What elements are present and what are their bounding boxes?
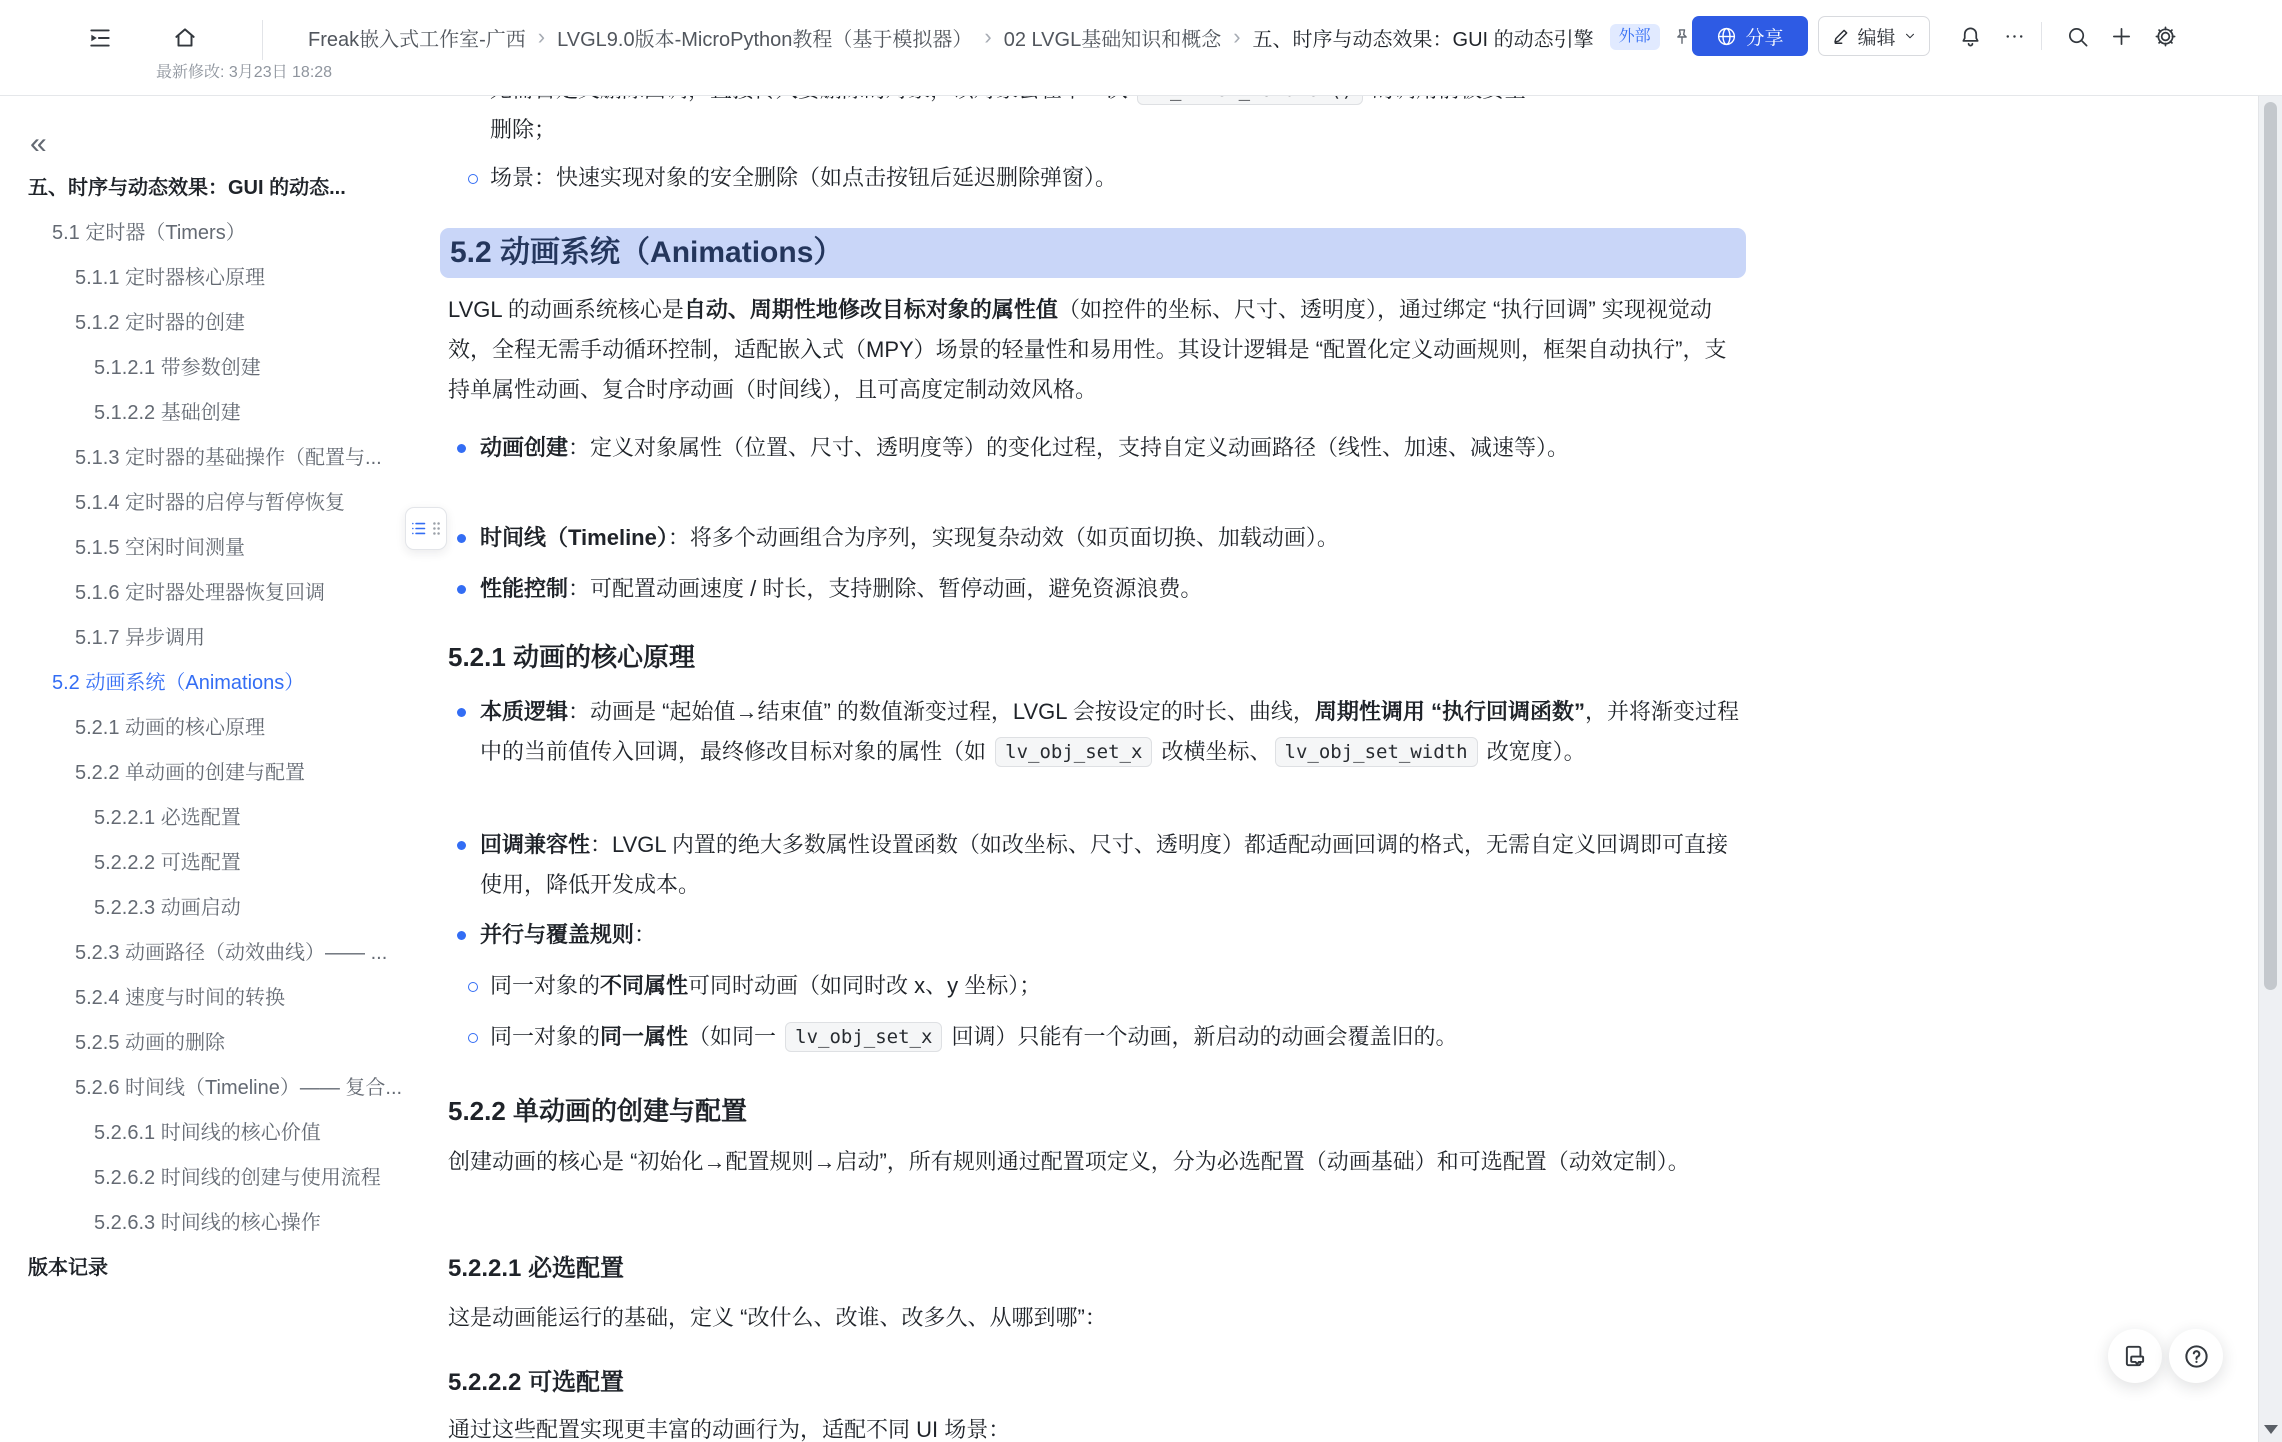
breadcrumb-separator-icon: › xyxy=(1233,24,1241,49)
toggle-sidebar-button[interactable] xyxy=(80,18,120,58)
toc-item[interactable]: 五、时序与动态效果：GUI 的动态... xyxy=(28,177,346,199)
toc-item[interactable]: 5.2.6.3 时间线的核心操作 xyxy=(94,1212,321,1234)
text-segment: 改横坐标、 xyxy=(1155,739,1272,764)
drag-handle-icon xyxy=(431,521,442,536)
toc-item[interactable]: 5.2.4 速度与时间的转换 xyxy=(75,987,286,1009)
plus-icon xyxy=(2110,25,2133,48)
text-segment: ：LVGL 内置的绝大多数属性设置函数（如改坐标、尺寸、透明度）都适配动画回调的格式，无需自定义回调即可直接使用，降低开发成本。 xyxy=(480,832,1728,897)
text-segment: 可同时动画（如同时改 x、y 坐标）； xyxy=(688,973,1042,998)
toc-item[interactable]: 5.1.2 定时器的创建 xyxy=(75,312,246,334)
text-segment: 回调兼容性 xyxy=(480,832,591,857)
text-segment: 并行与覆盖规则 xyxy=(480,922,635,947)
edit-label: 编辑 xyxy=(1857,27,1896,49)
share-button[interactable] xyxy=(1692,16,1808,56)
toc-item[interactable]: 5.2.2.3 动画启动 xyxy=(94,897,241,919)
text-segment: ：将多个动画组合为序列，实现复杂动效（如页面切换、加载动画）。 xyxy=(667,525,1339,550)
help-button[interactable] xyxy=(2169,1329,2223,1383)
doc-heading-3: 5.2.1 动画的核心原理 xyxy=(448,642,696,672)
bullet-list-icon xyxy=(410,520,427,537)
text-segment: 时间线（Timeline） xyxy=(480,525,668,550)
doc-comment-icon xyxy=(2122,1343,2148,1369)
toc-item[interactable]: 5.2.3 动画路径（动效曲线）—— ... xyxy=(75,942,388,964)
doc-heading-3: 5.2.2 单动画的创建与配置 xyxy=(448,1096,748,1126)
doc-bullet xyxy=(448,569,1746,609)
document-body xyxy=(448,0,1746,1442)
pin-icon xyxy=(1672,27,1692,47)
text-segment: 周期性调用 “执行回调函数” xyxy=(1314,699,1585,724)
text-segment: 动画创建 xyxy=(480,435,569,460)
toc-item[interactable]: 5.2.2.2 可选配置 xyxy=(94,852,241,874)
doc-heading-2: 5.2 动画系统（Animations） xyxy=(440,228,1746,278)
home-icon xyxy=(172,25,198,51)
toc-item[interactable]: 5.2.1 动画的核心原理 xyxy=(75,717,266,739)
toc-item[interactable]: 5.1.2.1 带参数创建 xyxy=(94,357,261,379)
toc-item[interactable]: 版本记录 xyxy=(28,1257,108,1279)
bell-icon xyxy=(1959,25,1982,48)
toc-item[interactable]: 5.2.6.2 时间线的创建与使用流程 xyxy=(94,1167,381,1189)
toc-item[interactable]: 5.1.1 定时器核心原理 xyxy=(75,267,266,289)
topbar-actions xyxy=(1692,16,2183,56)
gear-icon xyxy=(2154,25,2177,48)
toc-item[interactable]: 5.1 定时器（Timers） xyxy=(52,222,246,244)
toc-item[interactable]: 5.1.6 定时器处理器恢复回调 xyxy=(75,582,326,604)
text-segment: 创建动画的核心是 “初始化→配置规则→启动”，所有规则通过配置项定义，分为必选配置（动画基础）和可选配置（动效定制）。 xyxy=(448,1149,1690,1174)
collapse-sidebar-button[interactable] xyxy=(30,126,66,162)
top-bar xyxy=(0,0,2282,96)
comments-panel-button[interactable] xyxy=(2108,1329,2162,1383)
text-segment: 本质逻辑 xyxy=(480,699,569,724)
search-icon xyxy=(2066,25,2089,48)
breadcrumb-item[interactable]: Freak嵌入式工作室-广西 xyxy=(308,28,526,51)
chevron-down-icon xyxy=(1903,29,1917,43)
toc-list xyxy=(0,163,440,1288)
text-segment: 场景：快速实现对象的安全删除（如点击按钮后延迟删除弹窗）。 xyxy=(490,165,1118,190)
doc-heading-4: 5.2.2.2 可选配置 xyxy=(448,1369,625,1396)
text-segment: 这是动画能运行的基础，定义 “改什么、改谁、改多久、从哪到哪”： xyxy=(448,1305,1107,1330)
text-segment: 不同属性 xyxy=(600,973,689,998)
breadcrumb-separator-icon: › xyxy=(537,24,546,49)
doc-paragraph xyxy=(448,1298,1746,1338)
doc-bullet xyxy=(448,428,1746,468)
toc-item[interactable]: 5.1.5 空闲时间测量 xyxy=(75,537,246,559)
text-segment: ：可配置动画速度 / 时长，支持删除、暂停动画，避免资源浪费。 xyxy=(568,576,1203,601)
text-segment: ：动画是 “起始值→结束值” 的数值渐变过程，LVGL 会按设定的时长、曲线， xyxy=(568,699,1315,724)
share-label: 分享 xyxy=(1745,27,1784,49)
doc-paragraph xyxy=(448,1142,1746,1182)
toc-item[interactable]: 5.1.4 定时器的启停与暂停恢复 xyxy=(75,492,346,514)
topbar-divider xyxy=(262,20,263,60)
block-handle[interactable] xyxy=(405,507,447,550)
doc-sub-bullet xyxy=(448,158,1746,198)
last-modified-text: 最新修改: 3月23日 18:28 xyxy=(156,64,333,81)
breadcrumb xyxy=(308,16,1692,58)
text-segment: ，并将渐变过程中的当前值传入回调，最终修改目标对象的属性（如 xyxy=(480,699,1739,764)
toc-item[interactable]: 5.1.7 异步调用 xyxy=(75,627,206,649)
search-button[interactable] xyxy=(2059,18,2095,54)
scrollbar-thumb[interactable] xyxy=(2264,102,2277,990)
external-badge: 外部 xyxy=(1610,24,1660,50)
text-segment: 同一属性 xyxy=(600,1024,689,1049)
toc-item[interactable]: 5.2 动画系统（Animations） xyxy=(52,672,305,694)
doc-bullet xyxy=(448,692,1746,772)
toc-item[interactable]: 5.2.2 单动画的创建与配置 xyxy=(75,762,306,784)
sidebar-toggle-icon xyxy=(87,25,113,51)
notifications-button[interactable] xyxy=(1952,18,1988,54)
text-segment: 自动、周期性地修改目标对象的属性值 xyxy=(683,297,1058,322)
text-segment: ： xyxy=(634,922,657,947)
text-segment: 回调）只能有一个动画，新启动的动画会覆盖旧的。 xyxy=(945,1024,1458,1049)
text-segment: 通过这些配置实现更丰富的动画行为，适配不同 UI 场景： xyxy=(448,1417,1011,1442)
collapse-icon: « xyxy=(30,127,47,160)
breadcrumb-item[interactable]: 五、时序与动态效果：GUI 的动态引擎 xyxy=(1252,28,1594,51)
globe-icon xyxy=(1716,26,1737,47)
text-line xyxy=(490,110,1746,150)
inline-code: lv_obj_set_x xyxy=(785,1022,942,1052)
inline-code: lv_obj_set_width xyxy=(1275,737,1478,767)
toc-sidebar xyxy=(0,96,440,1442)
ellipsis-icon xyxy=(2003,25,2026,48)
toc-item[interactable]: 5.1.2.2 基础创建 xyxy=(94,402,241,424)
doc-paragraph xyxy=(448,290,1746,410)
pencil-icon xyxy=(1831,27,1850,46)
pin-button[interactable] xyxy=(1672,27,1692,47)
toc-item[interactable]: 5.2.6.1 时间线的核心价值 xyxy=(94,1122,321,1144)
text-segment: 改宽度）。 xyxy=(1480,739,1586,764)
toc-item[interactable]: 5.2.6 时间线（Timeline）—— 复合... xyxy=(75,1077,403,1099)
text-segment: 同一对象的 xyxy=(490,973,601,998)
doc-sub-bullet xyxy=(448,966,1746,1006)
doc-sub-bullet xyxy=(448,1017,1746,1057)
text-segment: （如同一 xyxy=(688,1024,783,1049)
doc-heading-4: 5.2.2.1 必选配置 xyxy=(448,1255,625,1282)
settings-button[interactable] xyxy=(2147,18,2183,54)
topbar-divider xyxy=(2041,22,2042,50)
text-segment: LVGL 的动画系统核心是 xyxy=(448,297,684,322)
doc-bullet xyxy=(448,825,1746,905)
breadcrumb-item[interactable]: 02 LVGL基础知识和概念 xyxy=(1003,28,1222,51)
edit-button[interactable] xyxy=(1818,16,1930,56)
toc-item[interactable]: 5.2.2.1 必选配置 xyxy=(94,807,241,829)
toc-item[interactable]: 5.2.5 动画的删除 xyxy=(75,1032,226,1054)
breadcrumb-separator-icon: › xyxy=(984,24,992,49)
doc-bullet xyxy=(448,518,1746,558)
breadcrumb-item[interactable]: LVGL9.0版本-MicroPython教程（基于模拟器） xyxy=(557,28,973,51)
new-doc-button[interactable] xyxy=(2103,18,2139,54)
text-segment: 删除； xyxy=(490,117,557,142)
question-icon xyxy=(2183,1343,2210,1370)
doc-paragraph xyxy=(448,1410,1746,1442)
text-segment: 性能控制 xyxy=(480,576,569,601)
toc-item[interactable]: 5.1.3 定时器的基础操作（配置与... xyxy=(75,447,382,469)
scroll-down-arrow-icon[interactable] xyxy=(2264,1425,2278,1434)
home-button[interactable] xyxy=(165,18,205,58)
more-button[interactable] xyxy=(1996,18,2032,54)
text-segment: 同一对象的 xyxy=(490,1024,601,1049)
doc-bullet xyxy=(448,915,1746,955)
scrollbar-track[interactable] xyxy=(2258,96,2282,1442)
text-segment: （如控件的坐标、尺寸、透明度），通过绑定 “执行回调” 实现视觉动效，全程无需手动循环控制，适配嵌入式（MPY）场景的轻量性和易用性。其设计逻辑是 “配置化定义动画规则，框架自动执行”，支持单属性动画、复合时序动画（时间线），且可高度定制动效风格。 xyxy=(448,297,1727,402)
text-segment: ：定义对象属性（位置、尺寸、透明度等）的变化过程，支持自定义动画路径（线性、加速、减速等）。 xyxy=(568,435,1570,460)
inline-code: lv_obj_set_x xyxy=(995,737,1152,767)
